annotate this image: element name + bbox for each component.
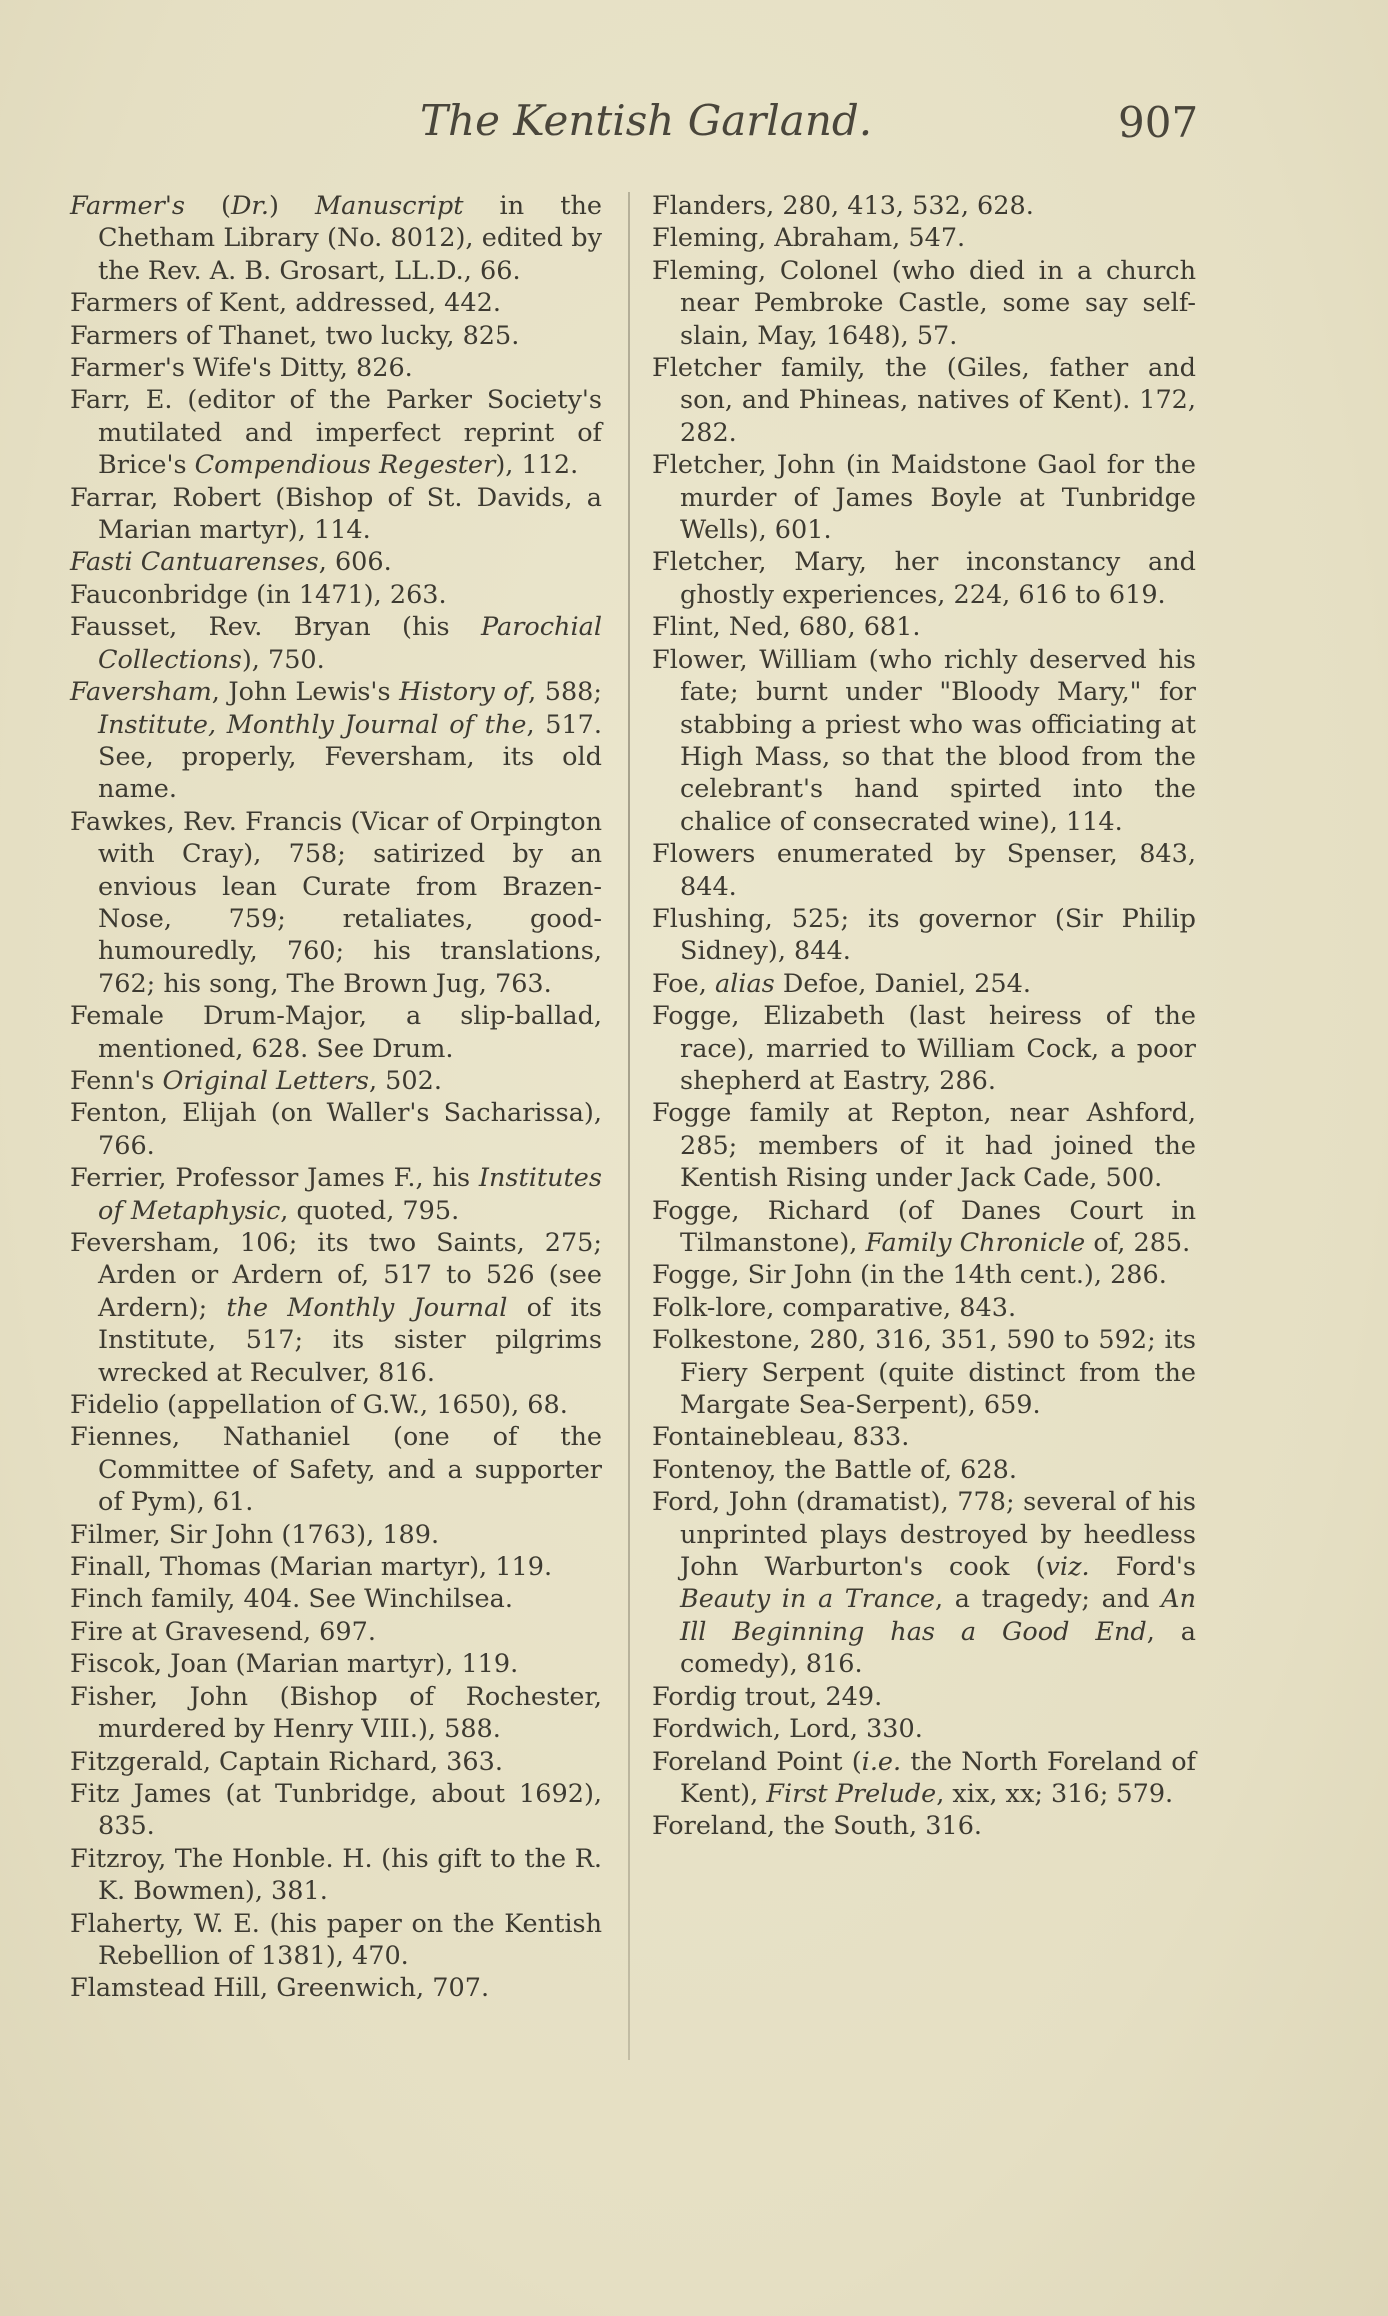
index-entry: Fenn's Original Letters, 502. [70,1065,442,1096]
page-header [0,96,1388,156]
index-entry: Farmers of Kent, addressed, 442. [70,288,501,319]
index-entry: Fiscok, Joan (Marian martyr), 119. [70,1649,519,1680]
index-entry: Fogge, Richard (of Danes Court in Tilmanstone), Family Chronicle of, 285. [652,1195,1196,1258]
index-entry: Fire at Gravesend, 697. [70,1616,376,1647]
index-entry: Fitzgerald, Captain Richard, 363. [70,1746,503,1777]
index-entry: Foreland, the South, 316. [652,1811,983,1842]
index-entry: Flower, William (who richly deserved his fate; burnt under "Bloody Mary," for stabbing a priest who was officiating at High Mass, so that the blood from the celebrant's hand spirted into the chalice of consecrated wine), 114. [652,644,1196,837]
index-entry: Flaherty, W. E. (his paper on the Kentish Rebellion of 1381), 470. [70,1908,602,1971]
index-entry: Fenton, Elijah (on Waller's Sacharissa), 766. [70,1098,602,1161]
index-entry: Farr, E. (editor of the Parker Society's mutilated and imperfect reprint of Brice's Compendious Regester), 112. [70,385,602,481]
running-title: The Kentish Garland. [420,96,873,145]
index-entry: Flanders, 280, 413, 532, 628. [652,191,1034,221]
index-entry: Flushing, 525; its governor (Sir Philip Sidney), 844. [652,903,1196,967]
index-entry: Folkestone, 280, 316, 351, 590 to 592; its Fiery Serpent (quite distinct from the Margate Sea-Serpent), 659. [652,1325,1196,1421]
index-entry: Female Drum-Major, a slip-ballad, mentioned, 628. See Drum. [70,1001,602,1064]
index-entry: Fleming, Abraham, 547. [652,223,966,254]
index-entry: Fordig trout, 249. [652,1681,883,1712]
index-entry: Flowers enumerated by Spenser, 843, 844. [652,839,1196,902]
index-entry: Feversham, 106; its two Saints, 275; Arden or Ardern of, 517 to 526 (see Ardern); the Monthly Journal of its Institute, 517; its sister pilgrims wrecked at Reculver, 816. [70,1228,602,1388]
index-entry: Fitzroy, The Honble. H. (his gift to the R. K. Bowmen), 381. [70,1843,602,1907]
index-entry: Flamstead Hill, Greenwich, 707. [70,1973,490,2004]
index-entry: Filmer, Sir John (1763), 189. [70,1519,440,1550]
index-column-right [652,190,1196,1843]
index-entry: Fasti Cantuarenses, 606. [70,547,392,578]
index-entry: Finch family, 404. See Winchilsea. [70,1584,513,1615]
column-divider [628,192,630,2060]
index-entry: Farmers of Thanet, two lucky, 825. [70,320,520,351]
index-entry: Fogge, Sir John (in the 14th cent.), 286. [652,1260,1167,1291]
index-entry: Farmer's (Dr.) Manuscript in the Chetham Library (No. 8012), edited by the Rev. A. B. Grosart, LL.D., 66. [70,191,602,286]
index-entry: Fletcher, Mary, her inconstancy and ghostly experiences, 224, 616 to 619. [652,547,1196,610]
index-entry: Fontenoy, the Battle of, 628. [652,1454,1017,1485]
index-entry: Fiennes, Nathaniel (one of the Committee of Safety, and a supporter of Pym), 61. [70,1422,602,1518]
index-entry: Fidelio (appellation of G.W., 1650), 68. [70,1390,568,1421]
index-entry: Fitz James (at Tunbridge, about 1692), 835. [70,1778,602,1842]
index-entry: Farrar, Robert (Bishop of St. Davids, a Marian martyr), 114. [70,482,602,546]
index-entry: Faversham, John Lewis's History of, 588; Institute, Monthly Journal of the, 517. See, properly, Feversham, its old name. [70,677,602,805]
index-entry: Ferrier, Professor James F., his Institutes of Metaphysic, quoted, 795. [70,1163,602,1226]
index-entry: Fawkes, Rev. Francis (Vicar of Orpington with Cray), 758; satirized by an envious lean Curate from Brazen-Nose, 759; retaliates, good-humouredly, 760; his translations, 762; his song, The Brown Jug, 763. [70,806,602,999]
index-column-left [70,190,602,2005]
index-entry: Foreland Point (i.e. the North Foreland of Kent), First Prelude, xix, xx; 316; 579. [652,1746,1196,1809]
index-entry: Fordwich, Lord, 330. [652,1714,923,1745]
index-entry: Fogge, Elizabeth (last heiress of the race), married to William Cock, a poor shepherd at Eastry, 286. [652,1001,1196,1096]
index-entry: Folk-lore, comparative, 843. [652,1292,1017,1323]
index-entry: Farmer's Wife's Ditty, 826. [70,353,413,384]
index-entry: Fontainebleau, 833. [652,1422,910,1453]
index-entry: Flint, Ned, 680, 681. [652,612,921,643]
index-entry: Ford, John (dramatist), 778; several of his unprinted plays destroyed by heedless John Warburton's cook (viz. Ford's Beauty in a Trance, a tragedy; and An Ill Beginning has a Good End, a comedy), 816. [652,1487,1197,1680]
index-entry: Fleming, Colonel (who died in a church near Pembroke Castle, some say self-slain, May, 1648), 57. [652,255,1196,351]
index-entry: Fausset, Rev. Bryan (his Parochial Collections), 750. [70,612,602,675]
index-entry: Fisher, John (Bishop of Rochester, murdered by Henry VIII.), 588. [70,1681,602,1745]
index-entry: Finall, Thomas (Marian martyr), 119. [70,1552,553,1583]
index-entry: Fletcher family, the (Giles, father and son, and Phineas, natives of Kent). 172, 282. [652,353,1196,448]
index-entry: Foe, alias Defoe, Daniel, 254. [652,968,1031,999]
index-entry: Fogge family at Repton, near Ashford, 285; members of it had joined the Kentish Rising under Jack Cade, 500. [652,1098,1196,1194]
page-number: 907 [1118,98,1199,147]
index-entry: Fletcher, John (in Maidstone Gaol for the murder of James Boyle at Tunbridge Wells), 601. [652,450,1196,546]
index-entry: Fauconbridge (in 1471), 263. [70,579,447,610]
